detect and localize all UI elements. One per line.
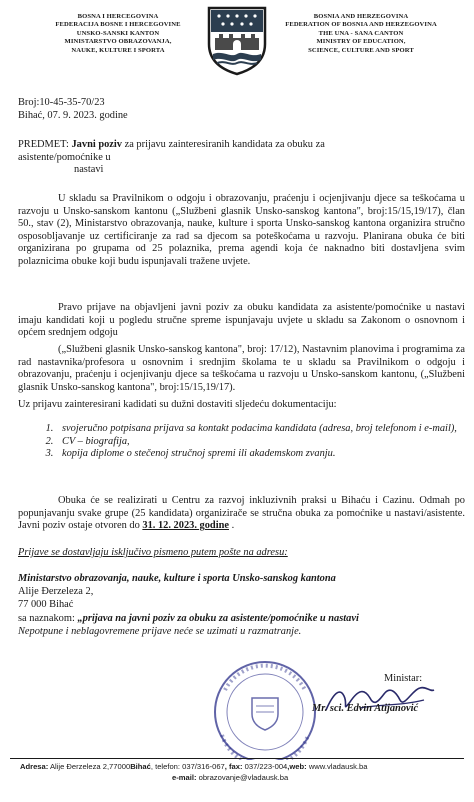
documents-list (34, 423, 465, 461)
address-institution: Ministarstvo obrazovanja, nauke, kulture i sporta Unsko-sanskog kantona (18, 573, 336, 584)
place-date: Bihać, 07. 9. 2023. godine (18, 110, 128, 121)
header-right-line: FEDERATION OF BOSNIA AND HERZEGOVINA (285, 21, 437, 29)
header-right-line: BOSNIA AND HERZEGOVINA (313, 13, 409, 20)
subject-line-1 (18, 139, 458, 152)
signature-name: Mr. sci. Edvin Atijanović (312, 703, 419, 714)
subject-line-2: asistente/pomoćnike u (18, 151, 111, 163)
paragraph-eligibility-cont: („Službeni glasnik Unsko-sanskog kantona", broj: 17/12), Nastavnim planovima i programima za rad nastavnika/profesora u osnovnim i srednjim školama te u skladu sa Pravilnikom o odgoju i obrazovanju, praćenju i ocjenjivanju djece sa teškoćama u razvoju u Unsko-sanskom kantonu, („Službeni glasnik Unsko-sanskog kantona", broj:15/15,19/17). (18, 344, 465, 393)
paragraph-documents-intro: Uz prijavu zainteresirani kadidati su dužni dostaviti sljedeću dokumentaciju: (18, 399, 337, 410)
paragraph-legal-basis: U skladu sa Pravilnikom o odgoju i obrazovanju, praćenju i ocjenjivanju djece sa teškoćama u razvoju u Unsko-sanskom kantonu („Službeni glasnik Unsko-sanskog kantona", broj:15/15,19/17), član 50., stav (2), Ministarstvo obrazovanja, nauke, kulture i sporta Unsko-sanskog kantona organizira stručno osposobljavanje uz certificiranje za rad sa djecom sa poteškoćama u razvoju. Planirana obuka će biti organizirana po grupama od 25 polaznika, prema agendi koja će naknadno biti dostavljena svim polaznicima obuke koji budu ispunjavali tražene uvjete. (18, 193, 465, 267)
footer-email-line (172, 772, 288, 783)
header-left-line: BOSNA I HERCEGOVINA (77, 13, 159, 20)
subject-rest: za prijavu zainteresiranih kandidata za obuku za (122, 139, 325, 150)
deadline-date: 31. 12. 2023. godine (142, 520, 229, 532)
address-naznaka (18, 613, 359, 626)
signature-title: Ministar: (384, 673, 423, 684)
footer-email-label: e-mail: (172, 773, 197, 782)
address-warning: Nepotpune i neblagovremene prijave neće se uzimati u razmatranje. (18, 626, 302, 637)
footer-tel-label: , telefon: (150, 762, 181, 771)
footer-address-label: Adresa: (20, 762, 49, 771)
naznaka-value: „prijava na javni poziv za obuku za asistente/pomoćnike u nastavi (77, 613, 359, 624)
reference-number: Broj:10-45-35-70/23 (18, 97, 105, 108)
footer-fax-label: , fax: (224, 762, 243, 771)
footer-web-label: ,web: (287, 762, 307, 771)
subject (18, 139, 458, 177)
footer-web: www.vladausk.ba (306, 762, 368, 771)
training-info-end: . (228, 520, 235, 532)
header-left (32, 13, 204, 55)
subject-label: PREDMET: (18, 139, 69, 150)
header-right-line: MINISTRY OF EDUCATION, (316, 38, 406, 46)
footer-tel: 037/316-067 (180, 762, 225, 771)
header-left-line: FEDERACIJA BOSNE I HERCEGOVINE (55, 21, 181, 29)
footer-email: obrazovanje@vladausk.ba (196, 773, 289, 782)
footer-divider (10, 758, 464, 759)
paragraph-eligibility: Pravo prijave na objavljeni javni poziv za obuku kandidata za asistente/pomoćnike u nastavi imaju kandidati koji u pogledu stručne spreme ispunjavaju uvjete u skladu sa Zakonom o osnovnom i općem srednjem odgoju (18, 302, 465, 339)
coat-of-arms-icon (205, 4, 269, 76)
footer-address: Alije Đerzeleza 2,77000 (48, 762, 131, 771)
training-info-text: Obuka će se realizirati u Centru za razvoj inkluzivnih praksi u Bihaću i Cazinu. Odmah po popunjavanju svake grupe (25 kandidata) organizirače se stručna obuka za pomoćnike u nastavi/asistente. Javni poziv ostaje otvoren do (18, 495, 465, 532)
document-item: 2. CV – biografija, (56, 436, 465, 449)
header-left-line: NAUKE, KULTURE I SPORTA (71, 46, 165, 54)
document-item: 3. kopija diplome o stečenoj stručnoj spremi ili akademskom zvanju. (56, 448, 465, 461)
address-street: Alije Đerzeleza 2, (18, 586, 94, 597)
header-left-line: UNSKO-SANSKI KANTON (76, 29, 160, 37)
footer-city: Bihać (130, 762, 151, 771)
address-city: 77 000 Bihać (18, 599, 74, 610)
header-right (266, 13, 456, 55)
naznaka-label: sa naznakom: (18, 613, 78, 624)
document-item: 1. svojeručno potpisana prijava sa kontakt podacima kandidata (adresa, broj telefonom i e-mail), (56, 423, 465, 436)
paragraph-training-info (18, 495, 465, 533)
subject-line-3: nastavi (74, 164, 104, 176)
header-right-line: SCIENCE, CULTURE AND SPORT (308, 46, 414, 54)
footer-address-line (20, 761, 367, 772)
official-stamp-icon (200, 650, 330, 760)
header-right-line: THE UNA - SANA CANTON (318, 29, 404, 37)
subject-title: Javni poziv (71, 139, 123, 150)
submission-note: Prijave se dostavljaju isključivo pismeno putem pošte na adresu: (18, 547, 288, 558)
footer-fax: 037/223-004 (242, 762, 288, 771)
header-left-line: MINISTARSTVO OBRAZOVANJA, (64, 38, 172, 46)
